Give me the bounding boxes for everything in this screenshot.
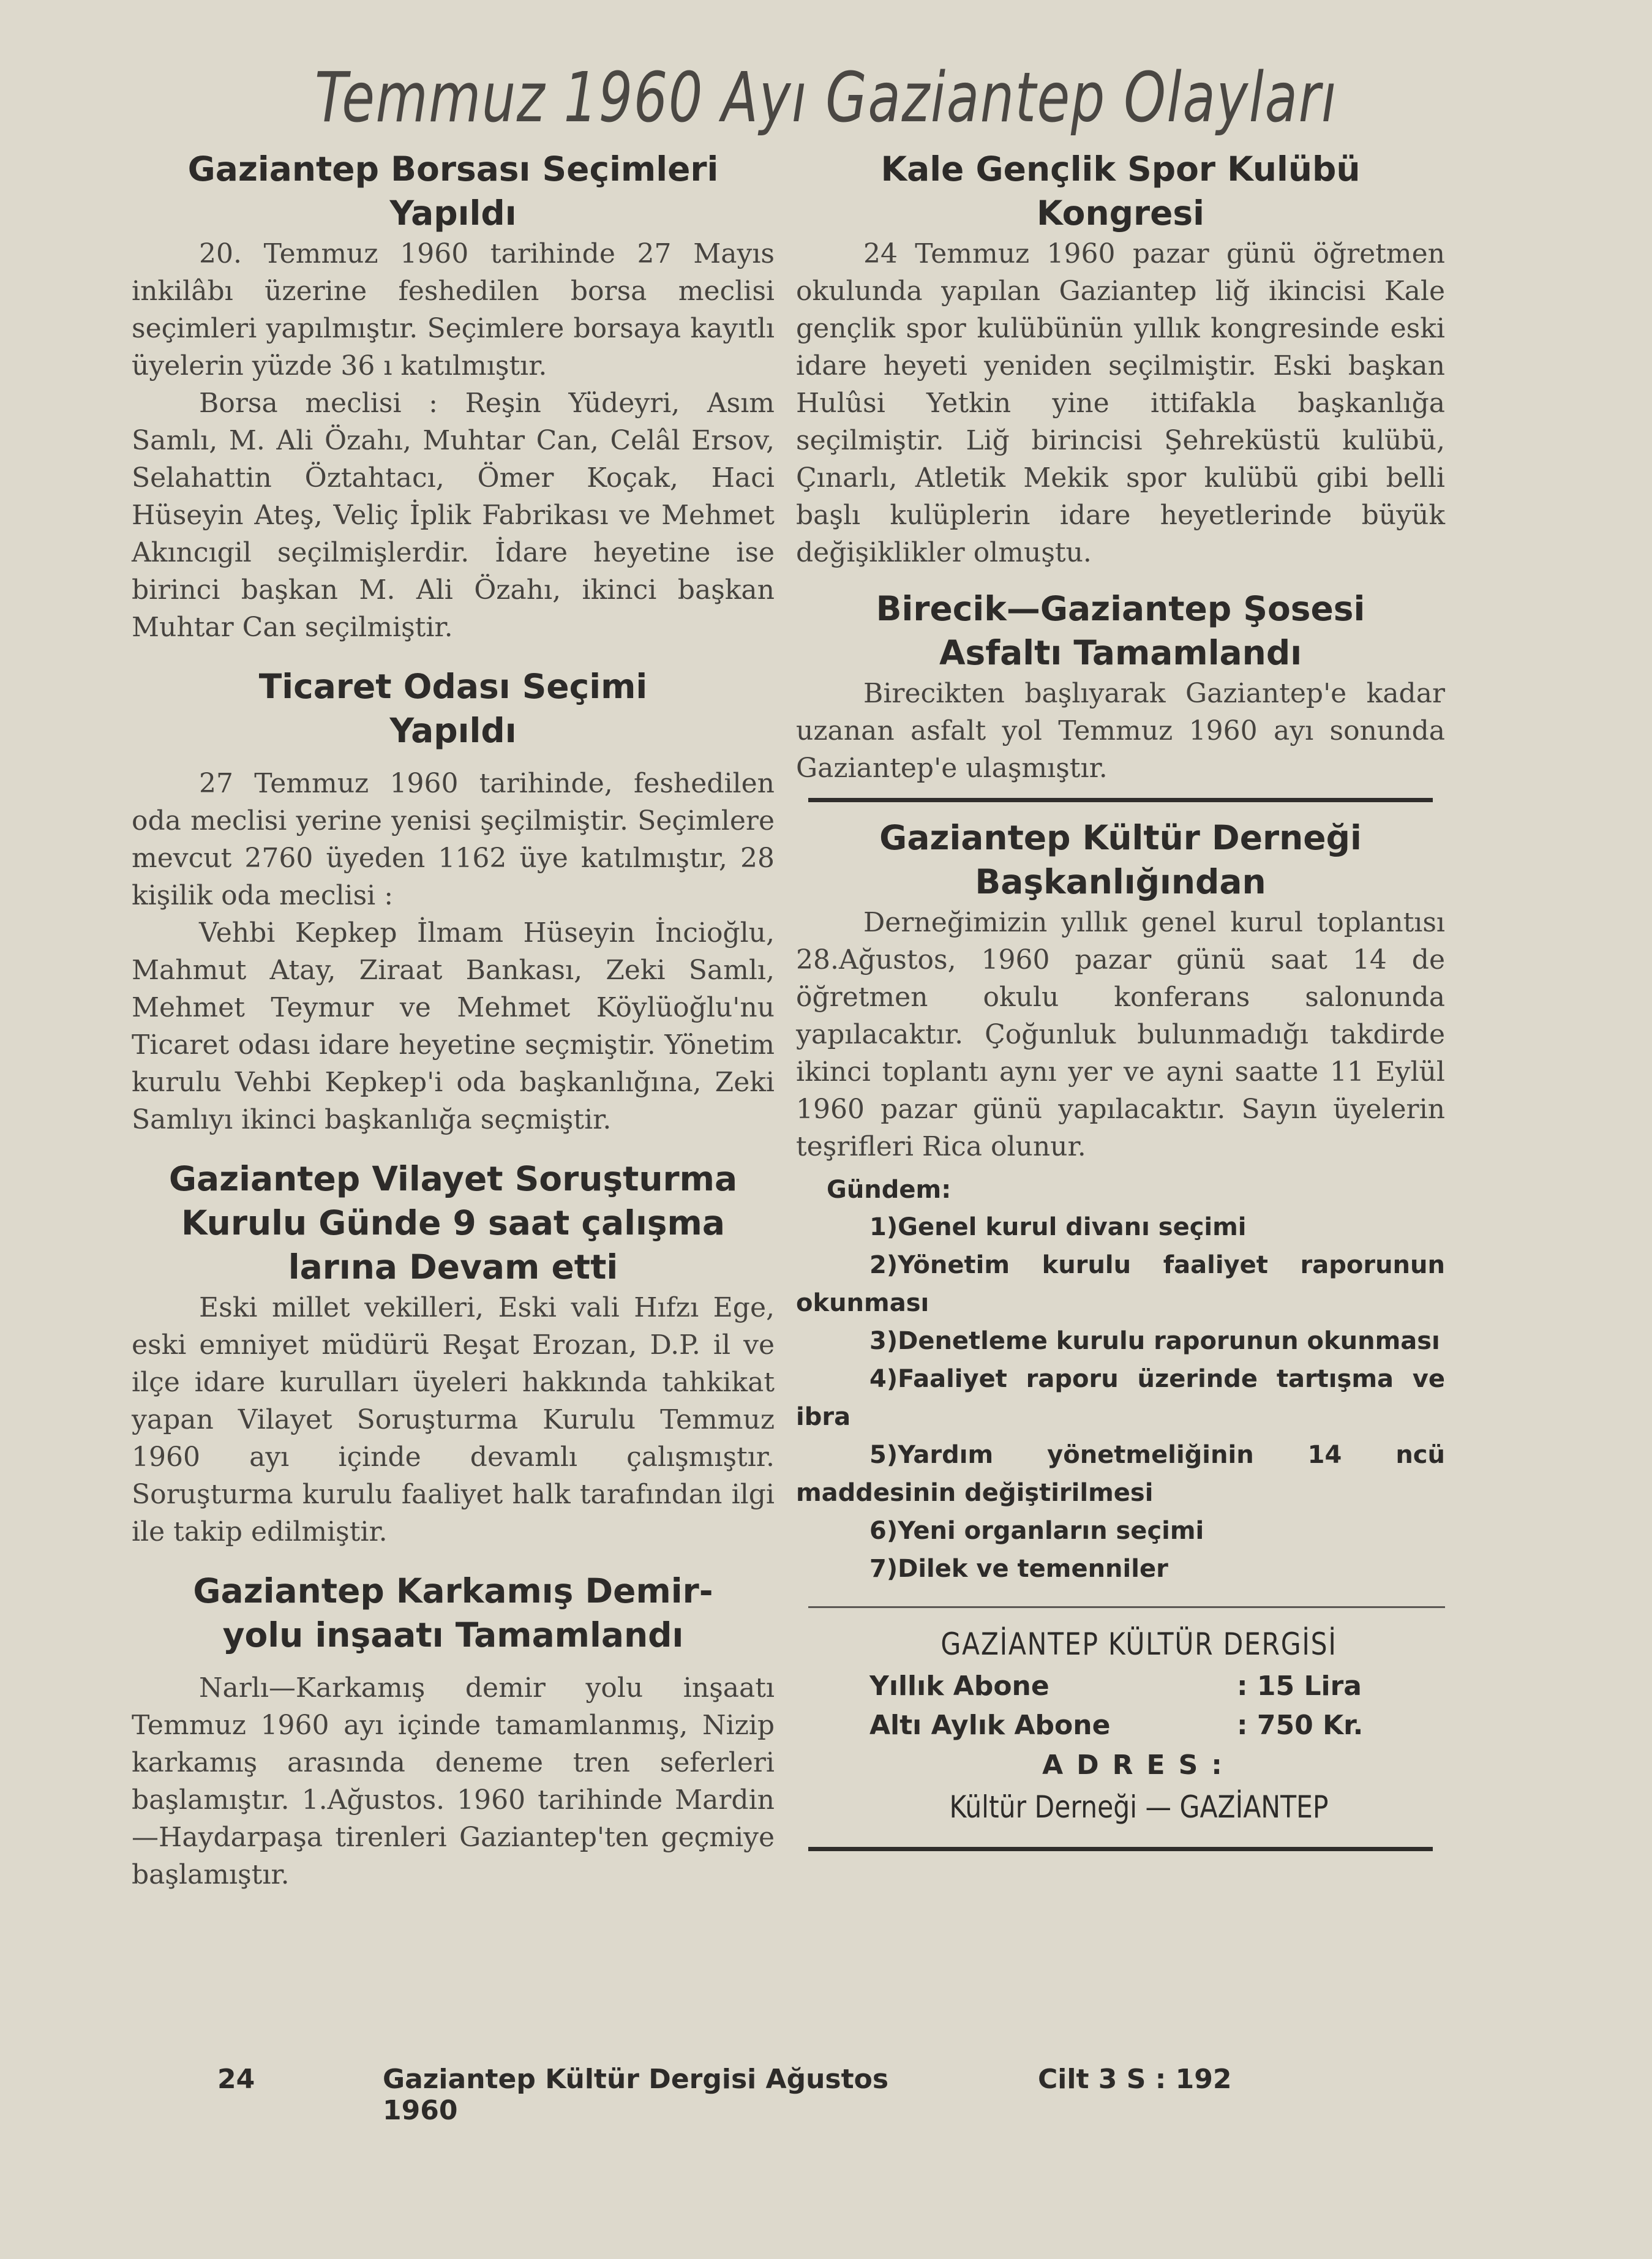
divider <box>808 798 1433 802</box>
divider <box>808 1606 1445 1608</box>
article-headline: Kale Gençlik Spor Kulübü <box>880 149 1361 189</box>
article-paragraph: 27 Temmuz 1960 tarihinde, feshedilen oda meclisi yerine yenisi şeçilmiştir. Seçimlere mevcut 2760 üyeden 1162 üye katılmıştır, 28 kişilik oda meclisi : <box>132 768 775 911</box>
article-headline: Yapıldı <box>389 194 517 233</box>
page-number: 24 <box>217 2064 255 2095</box>
agenda-item: 1)Genel kurul divanı seçimi <box>869 1213 1247 1241</box>
article-paragraph: 20. Temmuz 1960 tarihinde 27 Mayıs inkilâbı üzerine feshedilen borsa meclisi seçimleri yapılmıştır. Seçimlere borsaya kayıtlı üyelerin yüzde 36 ı katılmıştır. <box>132 238 775 382</box>
agenda-item: 7)Dilek ve temenniler <box>869 1555 1168 1583</box>
subscription-price: : 15 Lira <box>1237 1671 1362 1702</box>
article-sorusturma <box>132 1157 775 1550</box>
agenda-item: 5)Yardım yönetmeliğinin 14 ncü maddesinin değiştirilmesi <box>796 1441 1445 1507</box>
article-paragraph: Derneğimizin yıllık genel kurul toplantısı 28.Ağustos, 1960 pazar günü saat 14 de öğretmen okulu konferans salonunda yapılacaktır. Çoğunluk bulunmadığı takdirde ikinci toplantı aynı yer ve ayni saatte 11 Eylül 1960 pazar günü yapılacaktır. Sayın üyelerin teşrifleri Rica olunur. <box>796 907 1445 1162</box>
article-headline: Yapıldı <box>389 711 517 750</box>
volume-info: Cilt 3 S : 192 <box>1038 2064 1232 2095</box>
page-footer <box>217 2064 1481 2126</box>
article-ticaret-odasi <box>132 664 775 1138</box>
article-birecik-sosesi <box>796 587 1445 787</box>
address-label: ADRES: <box>1042 1750 1236 1781</box>
article-kultur-dernegi <box>796 816 1445 1588</box>
article-paragraph: Borsa meclisi : Reşin Yüdeyri, Asım Samlı, M. Ali Özahı, Muhtar Can, Celâl Ersov, Selahattin Öztahtacı, Ömer Koçak, Haci Hüseyin Ateş, Veliç İplik Fabrikası ve Mehmet Akıncıgil seçilmişlerdir. İdare heyetine ise birinci başkan M. Ali Özahı, ikinci başkan Muhtar Can seçilmiştir. <box>132 388 775 643</box>
subscription-price: : 750 Kr. <box>1237 1710 1364 1741</box>
agenda-title: Gündem: <box>827 1176 952 1204</box>
subscription-row <box>869 1667 1408 1706</box>
article-paragraph: 24 Temmuz 1960 pazar günü öğretmen okulunda yapılan Gaziantep liğ ikincisi Kale gençlik spor kulübünün yıllık kongresinde eski idare heyeti yeniden seçilmiştir. Eski başkan Hulûsi Yetkin yine ittifakla başkanlığa seçilmiştir. Liğ birincisi Şehreküstü kulübü, Çınarlı, Atletik Mekik spor kulübü gibi belli başlı kulüplerin idare heyetlerinde büyük değişiklikler olmuştu. <box>796 238 1445 568</box>
article-headline: Birecik—Gaziantep Şosesi <box>876 589 1365 628</box>
right-column <box>796 147 1445 1851</box>
article-headline: Gaziantep Kültür Derneği <box>879 818 1362 857</box>
page-title: Temmuz 1960 Ayı Gaziantep Olayları <box>315 58 1337 138</box>
article-headline: Kongresi <box>1037 194 1204 233</box>
article-kale-genclik <box>796 147 1445 571</box>
article-paragraph: Eski millet vekilleri, Eski vali Hıfzı Ege, eski emniyet müdürü Reşat Erozan, D.P. il ve ilçe idare kurulları üyeleri hakkında tahkikat yapan Vilayet Soruşturma Kurulu Temmuz 1960 ayı içinde devamlı çalışmıştır. Soruşturma kurulu faaliyet halk tarafından ilgi ile takip edilmiştir. <box>132 1292 775 1547</box>
article-demiryolu <box>132 1569 775 1893</box>
article-headline: Gaziantep Vilayet Soruşturma Kurulu Günde 9 saat çalışma <box>168 1159 738 1242</box>
article-headline: Gaziantep Borsası Seçimleri <box>187 149 719 189</box>
article-headline: yolu inşaatı Tamamlandı <box>222 1615 684 1655</box>
article-headline: Asfaltı Tamamlandı <box>939 633 1302 672</box>
article-paragraph: Narlı—Karkamış demir yolu inşaatı Temmuz 1960 ayı içinde tamamlanmış, Nizip karkamış arasında deneme tren seferleri başlamıştır. 1.Ağustos. 1960 tarihinde Mardin—Haydarpaşa tirenleri Gaziantep'ten geçmiye başlamıştır. <box>132 1672 775 1890</box>
left-column <box>132 147 775 1893</box>
agenda-item: 6)Yeni organların seçimi <box>869 1517 1204 1545</box>
agenda-item: 2)Yönetim kurulu faaliyet raporunun okunması <box>796 1251 1445 1317</box>
subscription-box <box>869 1626 1408 1829</box>
article-headline: Gaziantep Karkamış Demir- <box>193 1571 713 1611</box>
article-borsa <box>132 147 775 646</box>
divider <box>808 1847 1433 1851</box>
subscription-title: GAZİANTEP KÜLTÜR DERGİSİ <box>941 1626 1337 1662</box>
article-paragraph: Vehbi Kepkep İlmam Hüseyin İncioğlu, Mahmut Atay, Ziraat Bankası, Zeki Samlı, Mehmet Teymur ve Mehmet Köylüoğlu'nu Ticaret odası idare heyetine seçmiştir. Yönetim kurulu Vehbi Kepkep'i oda başkanlığına, Zeki Samlıyı ikinci başkanlığa seçmiştir. <box>132 917 775 1135</box>
publication-name: Gaziantep Kültür Dergisi Ağustos 1960 <box>383 2064 889 2126</box>
address: Kültür Derneği — GAZİANTEP <box>949 1789 1329 1825</box>
article-headline: larına Devam etti <box>288 1247 618 1287</box>
agenda-item: 4)Faaliyet raporu üzerinde tartışma ve ibra <box>796 1365 1445 1431</box>
subscription-label: Altı Aylık Abone <box>869 1710 1111 1741</box>
subscription-row <box>869 1706 1408 1745</box>
subscription-label: Yıllık Abone <box>869 1671 1049 1702</box>
article-headline: Ticaret Odası Seçimi <box>258 667 648 706</box>
agenda-item: 3)Denetleme kurulu raporunun okunması <box>869 1327 1440 1355</box>
article-headline: Başkanlığından <box>975 862 1266 901</box>
article-paragraph: Birecikten başlıyarak Gaziantep'e kadar uzanan asfalt yol Temmuz 1960 ayı sonunda Gaziantep'e ulaşmıştır. <box>796 678 1445 784</box>
